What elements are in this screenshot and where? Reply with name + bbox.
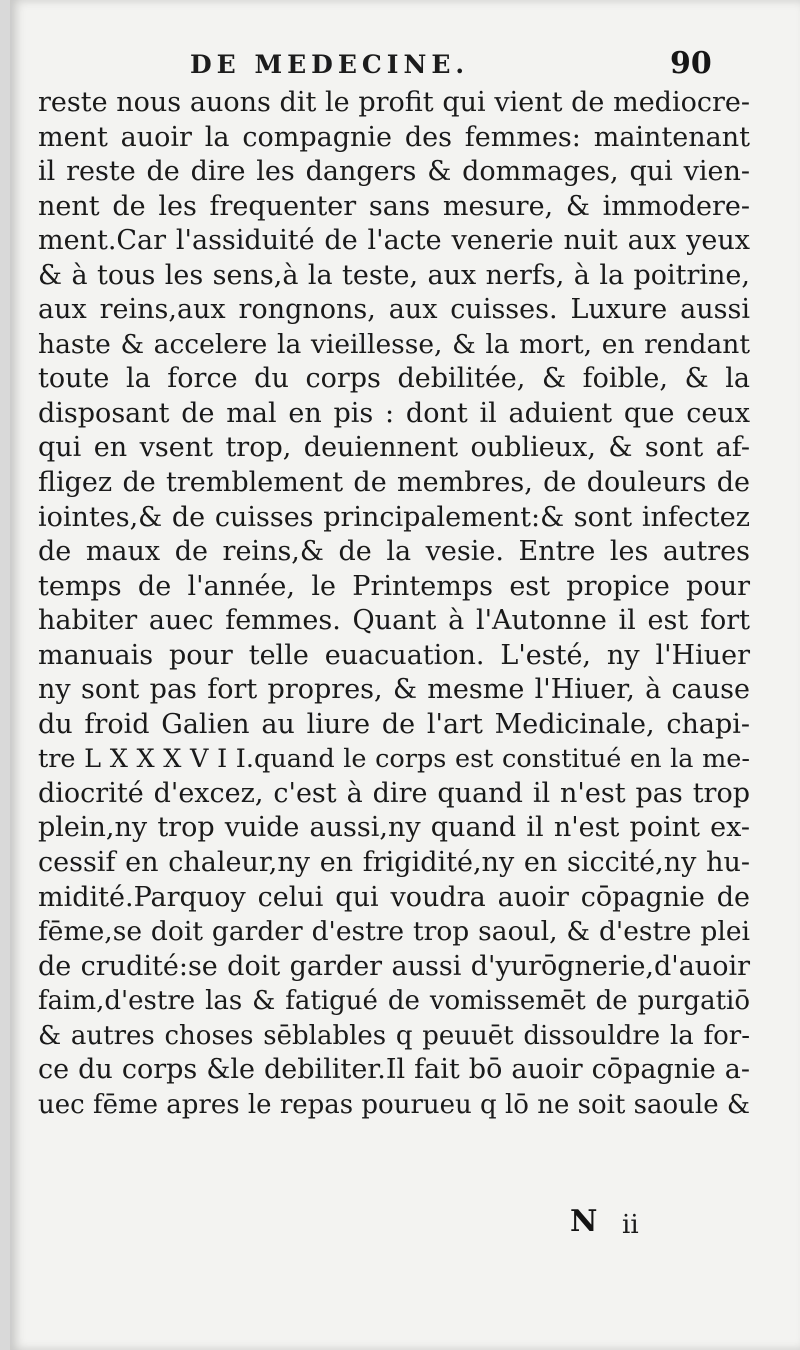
text-line: cessif en chaleur,ny en frigidité,ny en siccité,ny hu- [38, 847, 750, 879]
book-page [10, 0, 800, 1350]
text-line: il reste de dire les dangers & dommages, qui vien- [38, 156, 750, 188]
text-line: ment.Car l'assiduité de l'acte venerie nuit aux yeux [38, 225, 750, 257]
text-line: faim,d'estre las & fatigué de vomissemēt de purgatiō [38, 986, 750, 1017]
text-line: de maux de reins,& de la vesie. Entre les autres [38, 536, 750, 568]
text-line: habiter auec femmes. Quant à l'Autonne il est fort [38, 605, 750, 637]
page-header [10, 46, 800, 90]
signature-number: ii [622, 1210, 639, 1240]
text-line: ment auoir la compagnie des femmes: maintenant [38, 121, 750, 153]
text-line: midité.Parquoy celui qui voudra auoir cōpagnie de [38, 881, 750, 913]
text-line: iointes,& de cuisses principalement:& sont infectez [38, 501, 750, 533]
text-line: manuais pour telle euacuation. L'esté, ny l'Hiuer [38, 639, 750, 671]
text-line: nent de les frequenter sans mesure, & immodere- [38, 190, 750, 222]
text-line: ny sont pas fort propres, & mesme l'Hiuer, à cause [38, 674, 750, 706]
running-title: DE MEDECINE. [190, 50, 470, 79]
text-line: reste nous auons dit le profit qui vient de mediocre- [38, 87, 750, 118]
page-number: 90 [670, 46, 712, 81]
text-line: disposant de mal en pis : dont il aduient que ceux [38, 397, 750, 429]
text-line: tre L X X X V I I.quand le corps est constitué en la me- [38, 744, 750, 775]
text-line: de crudité:se doit garder aussi d'yurōgnerie,d'auoir [38, 950, 750, 982]
text-line: fēme,se doit garder d'estre trop saoul, & d'estre plei [38, 916, 750, 948]
text-line: & à tous les sens,à la teste, aux nerfs, à la poitrine, [38, 259, 750, 291]
text-line: qui en vsent trop, deuiennent oublieux, & sont af- [38, 432, 750, 464]
text-line: fligez de tremblement de membres, de douleurs de [38, 467, 750, 499]
text-line: toute la force du corps debilitée, & foible, & la [38, 363, 750, 395]
text-line: plein,ny trop vuide aussi,ny quand il n'est point ex- [38, 812, 750, 844]
text-line: haste & accelere la vieillesse, & la mort, en rendant [38, 328, 750, 360]
text-line: uec fēme apres le repas pourueu q lō ne soit saoule & [38, 1089, 750, 1120]
text-line: ce du corps &le debiliter.Il fait bō auoir cōpagnie a- [38, 1054, 750, 1086]
body-text [38, 86, 750, 1122]
text-line: temps de l'année, le Printemps est propice pour [38, 570, 750, 602]
text-line: diocrité d'excez, c'est à dire quand il n'est pas trop [38, 777, 750, 809]
text-line: du froid Galien au liure de l'art Medicinale, chapi- [38, 708, 750, 740]
signature-mark: N [570, 1204, 598, 1239]
text-line: & autres choses sēblables q peuuēt dissouldre la for- [38, 1020, 750, 1051]
text-line: aux reins,aux rongnons, aux cuisses. Luxure aussi [38, 294, 750, 326]
